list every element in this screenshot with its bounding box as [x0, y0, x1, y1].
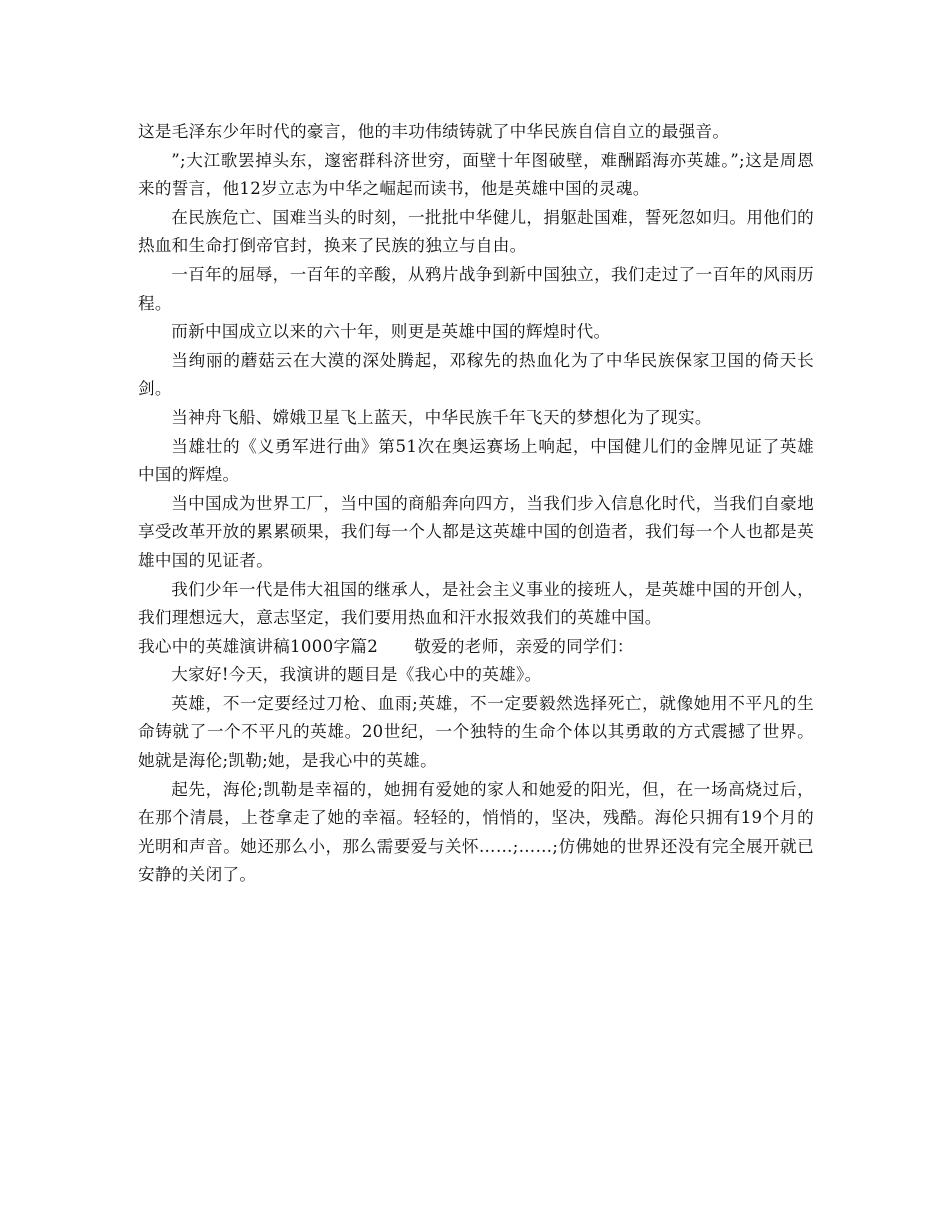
section-title: 我心中的英雄演讲稿1000字篇2: [138, 636, 379, 656]
paragraph: 在民族危亡、国难当头的时刻，一批批中华健儿，捐躯赴国难，誓死忽如归。用他们的热血和生命打倒帝官封，换来了民族的独立与自由。: [138, 207, 814, 256]
paragraph: 英雄，不一定要经过刀枪、血雨;英雄，不一定要毅然选择死亡，就像她用不平凡的生命铸就了一个不平凡的英雄。20世纪，一个独特的生命个体以其勇敢的方式震撼了世界。她就是海伦;凯勒;她，是我心中的英雄。: [138, 693, 814, 771]
paragraph: 当雄壮的《义勇军进行曲》第51次在奥运赛场上响起，中国健儿们的金牌见证了英雄中国的辉煌。: [138, 436, 814, 485]
paragraph: 当神舟飞船、嫦娥卫星飞上蓝天，中华民族千年飞天的梦想化为了现实。: [171, 407, 712, 427]
paragraph: 这是毛泽东少年时代的豪言，他的丰功伟绩铸就了中华民族自信自立的最强音。: [138, 122, 730, 141]
greeting: 敬爱的老师，亲爱的同学们：: [414, 636, 634, 656]
paragraph: 起先，海伦;凯勒是幸福的，她拥有爱她的家人和她爱的阳光，但，在一场高烧过后，在那个清晨，上苍拿走了她的幸福。轻轻的，悄悄的，坚决，残酷。海伦只拥有19个月的光明和声音。她还那么小，那么需要爱与关怀……;……;仿佛她的世界还没有完全展开就已安静的关闭了。: [138, 779, 814, 885]
paragraph: 当中国成为世界工厂，当中国的商船奔向四方，当我们步入信息化时代，当我们自豪地享受改革开放的累累硕果，我们每一个人都是这英雄中国的创造者，我们每一个人也都是英雄中国的见证者。: [138, 493, 814, 570]
paragraph: 一百年的屈辱，一百年的辛酸，从鸦片战争到新中国独立，我们走过了一百年的风雨历程。: [138, 264, 814, 313]
section-heading-line: [138, 633, 814, 662]
paragraph: 我们少年一代是伟大祖国的继承人，是社会主义事业的接班人，是英雄中国的开创人，我们理想远大，意志坚定，我们要用热血和汗水报效我们的英雄中国。: [138, 579, 814, 628]
paragraph: 而新中国成立以来的六十年，则更是英雄中国的辉煌时代。: [171, 322, 611, 342]
paragraph: 当绚丽的蘑菇云在大漠的深处腾起，邓稼先的热血化为了中华民族保家卫国的倚天长剑。: [138, 350, 814, 399]
paragraph: 大家好!今天，我演讲的题目是《我心中的英雄》。: [171, 665, 542, 685]
paragraphs-before: [138, 118, 814, 633]
document-page: [138, 118, 814, 890]
paragraphs-after: [138, 661, 814, 890]
paragraph: ”;大江歌罢掉头东，邃密群科济世穷，面壁十年图破壁，难酬蹈海亦英雄。”;这是周恩来的誓言，他12岁立志为中华之崛起而读书，他是英雄中国的灵魂。: [138, 150, 814, 199]
